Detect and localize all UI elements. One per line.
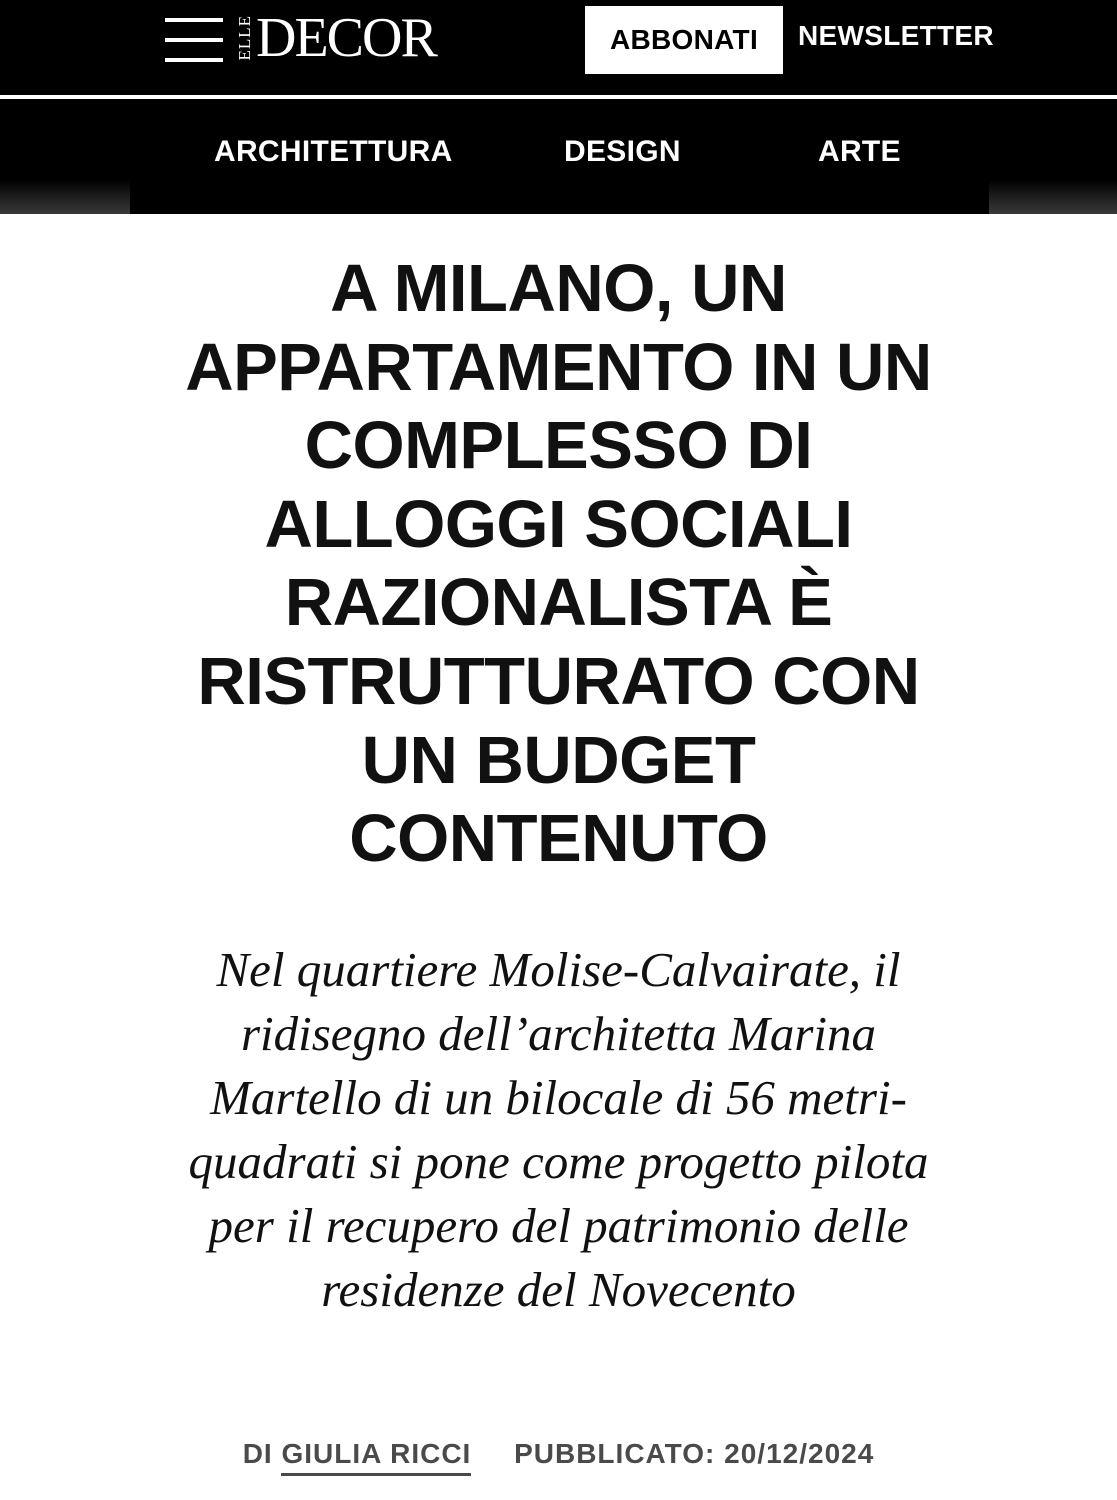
- byline-prefix: DI: [242, 1438, 273, 1469]
- site-logo[interactable]: [236, 8, 436, 68]
- section-nav: [0, 99, 1117, 214]
- subscribe-button[interactable]: ABBONATI: [585, 6, 783, 74]
- logo-decor-text: DECOR: [256, 7, 436, 69]
- nav-fade-left: [0, 99, 130, 214]
- publish-date: PUBBLICATO: 20/12/2024: [514, 1438, 875, 1469]
- nav-item-arte[interactable]: ARTE: [818, 135, 901, 168]
- hamburger-menu-icon[interactable]: [165, 16, 223, 64]
- top-header: [0, 0, 1117, 95]
- nav-item-architettura[interactable]: ARCHITETTURA: [214, 135, 453, 168]
- newsletter-link[interactable]: NEWSLETTER: [798, 20, 994, 51]
- logo-elle-text: ELLE: [235, 15, 254, 61]
- author-link[interactable]: GIULIA RICCI: [281, 1438, 471, 1476]
- article-title: A MILANO, UN APPARTAMENTO IN UN COMPLESSO DI ALLOGGI SOCIALI RAZIONALISTA È RISTRUTTURATO CON UN BUDGET CONTENUTO: [185, 251, 932, 877]
- article-byline: [0, 1438, 1117, 1470]
- nav-fade-right: [989, 99, 1117, 214]
- article-standfirst: Nel quartiere Molise-Calvairate, il ridisegno dell’architetta Marina Martello di un bilocale di 56 metri-quadrati si pone come progetto pilota per il recupero del patrimonio delle residenze del Novecento: [188, 942, 929, 1317]
- nav-item-design[interactable]: DESIGN: [564, 135, 681, 168]
